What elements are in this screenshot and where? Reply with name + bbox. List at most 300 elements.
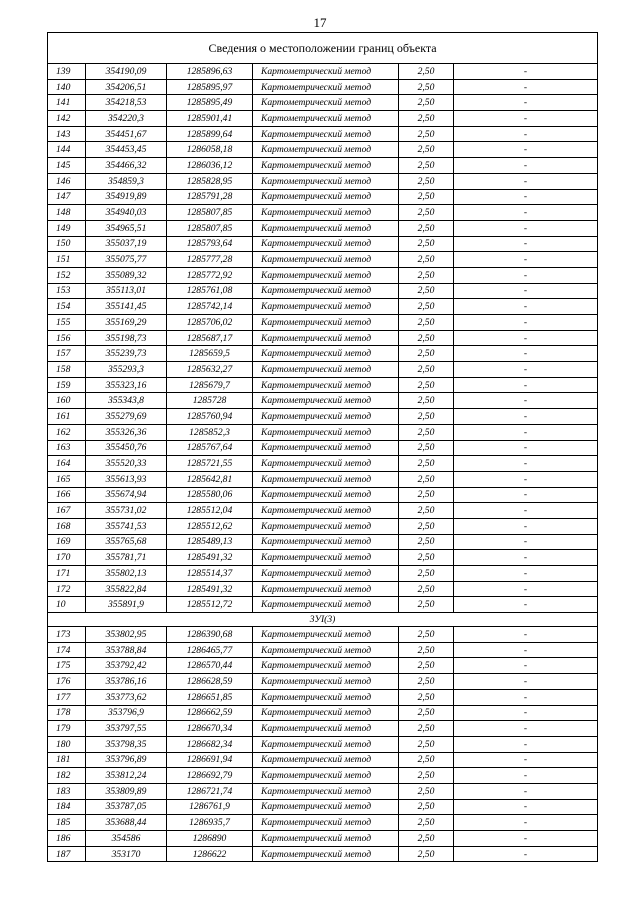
point-number-cell: 167 — [48, 503, 86, 519]
table-row — [48, 283, 598, 299]
coord-y-cell: 1285679,7 — [167, 377, 253, 393]
method-cell: Картометрический метод — [253, 393, 399, 409]
coord-y-cell: 1285489,13 — [167, 534, 253, 550]
coord-x-cell: 355520,33 — [86, 456, 167, 472]
method-cell: Картометрический метод — [253, 220, 399, 236]
accuracy-cell: 2,50 — [399, 158, 454, 174]
point-number-cell: 172 — [48, 581, 86, 597]
coord-y-cell: 1286622 — [167, 846, 253, 862]
table-row — [48, 95, 598, 111]
note-cell: - — [454, 267, 598, 283]
table-row — [48, 768, 598, 784]
accuracy-cell: 2,50 — [399, 346, 454, 362]
point-number-cell: 145 — [48, 158, 86, 174]
coord-y-cell: 1285895,97 — [167, 79, 253, 95]
table-row — [48, 783, 598, 799]
accuracy-cell: 2,50 — [399, 846, 454, 862]
note-cell: - — [454, 705, 598, 721]
coord-x-cell: 354220,3 — [86, 111, 167, 127]
coord-x-cell: 355343,8 — [86, 393, 167, 409]
note-cell: - — [454, 597, 598, 613]
note-cell: - — [454, 471, 598, 487]
method-cell: Картометрический метод — [253, 799, 399, 815]
point-number-cell: 170 — [48, 550, 86, 566]
note-cell: - — [454, 566, 598, 582]
accuracy-cell: 2,50 — [399, 111, 454, 127]
coord-x-cell: 353787,05 — [86, 799, 167, 815]
method-cell: Картометрический метод — [253, 346, 399, 362]
method-cell: Картометрический метод — [253, 550, 399, 566]
coord-y-cell: 1285896,63 — [167, 64, 253, 80]
note-cell: - — [454, 674, 598, 690]
point-number-cell: 150 — [48, 236, 86, 252]
coord-x-cell: 355169,29 — [86, 315, 167, 331]
accuracy-cell: 2,50 — [399, 362, 454, 378]
accuracy-cell: 2,50 — [399, 705, 454, 721]
table-row — [48, 566, 598, 582]
section-row — [48, 613, 598, 627]
accuracy-cell: 2,50 — [399, 315, 454, 331]
method-cell: Картометрический метод — [253, 846, 399, 862]
table-row — [48, 752, 598, 768]
point-number-cell: 184 — [48, 799, 86, 815]
coord-x-cell: 354451,67 — [86, 126, 167, 142]
table-row — [48, 550, 598, 566]
coord-y-cell: 1285899,64 — [167, 126, 253, 142]
method-cell: Картометрический метод — [253, 831, 399, 847]
table-row — [48, 424, 598, 440]
point-number-cell: 182 — [48, 768, 86, 784]
note-cell: - — [454, 768, 598, 784]
table-row — [48, 79, 598, 95]
note-cell: - — [454, 752, 598, 768]
table-row — [48, 721, 598, 737]
accuracy-cell: 2,50 — [399, 330, 454, 346]
note-cell: - — [454, 456, 598, 472]
coord-y-cell: 1285742,14 — [167, 299, 253, 315]
coord-x-cell: 355239,73 — [86, 346, 167, 362]
point-number-cell: 162 — [48, 424, 86, 440]
accuracy-cell: 2,50 — [399, 456, 454, 472]
method-cell: Картометрический метод — [253, 705, 399, 721]
table-title: Сведения о местоположении границ объекта — [48, 33, 598, 64]
note-cell: - — [454, 783, 598, 799]
note-cell: - — [454, 440, 598, 456]
method-cell: Картометрический метод — [253, 142, 399, 158]
point-number-cell: 158 — [48, 362, 86, 378]
method-cell: Картометрический метод — [253, 111, 399, 127]
method-cell: Картометрический метод — [253, 642, 399, 658]
coord-x-cell: 353796,89 — [86, 752, 167, 768]
note-cell: - — [454, 846, 598, 862]
coord-x-cell: 353798,35 — [86, 736, 167, 752]
coord-y-cell: 1285687,17 — [167, 330, 253, 346]
table-row — [48, 831, 598, 847]
method-cell: Картометрический метод — [253, 768, 399, 784]
method-cell: Картометрический метод — [253, 205, 399, 221]
point-number-cell: 151 — [48, 252, 86, 268]
method-cell: Картометрический метод — [253, 283, 399, 299]
accuracy-cell: 2,50 — [399, 205, 454, 221]
point-number-cell: 155 — [48, 315, 86, 331]
note-cell: - — [454, 362, 598, 378]
coord-y-cell: 1285828,95 — [167, 173, 253, 189]
coord-y-cell: 1286628,59 — [167, 674, 253, 690]
accuracy-cell: 2,50 — [399, 534, 454, 550]
table-row — [48, 597, 598, 613]
coord-x-cell: 355731,02 — [86, 503, 167, 519]
coord-y-cell: 1285512,72 — [167, 597, 253, 613]
point-number-cell: 180 — [48, 736, 86, 752]
coord-x-cell: 353773,62 — [86, 689, 167, 705]
coord-x-cell: 355674,94 — [86, 487, 167, 503]
method-cell: Картометрический метод — [253, 534, 399, 550]
note-cell: - — [454, 299, 598, 315]
method-cell: Картометрический метод — [253, 752, 399, 768]
point-number-cell: 165 — [48, 471, 86, 487]
method-cell: Картометрический метод — [253, 64, 399, 80]
note-cell: - — [454, 205, 598, 221]
table-row — [48, 736, 598, 752]
table-row — [48, 627, 598, 643]
table-row — [48, 846, 598, 862]
point-number-cell: 160 — [48, 393, 86, 409]
point-number-cell: 171 — [48, 566, 86, 582]
point-number-cell: 179 — [48, 721, 86, 737]
coord-y-cell: 1286890 — [167, 831, 253, 847]
table-row — [48, 299, 598, 315]
accuracy-cell: 2,50 — [399, 283, 454, 299]
method-cell: Картометрический метод — [253, 518, 399, 534]
method-cell: Картометрический метод — [253, 581, 399, 597]
method-cell: Картометрический метод — [253, 689, 399, 705]
coord-x-cell: 354940,03 — [86, 205, 167, 221]
accuracy-cell: 2,50 — [399, 550, 454, 566]
coord-x-cell: 353788,84 — [86, 642, 167, 658]
table-row — [48, 581, 598, 597]
point-number-cell: 159 — [48, 377, 86, 393]
coord-y-cell: 1285491,32 — [167, 550, 253, 566]
method-cell: Картометрический метод — [253, 566, 399, 582]
accuracy-cell: 2,50 — [399, 142, 454, 158]
point-number-cell: 149 — [48, 220, 86, 236]
coord-y-cell: 1285895,49 — [167, 95, 253, 111]
note-cell: - — [454, 409, 598, 425]
method-cell: Картометрический метод — [253, 252, 399, 268]
note-cell: - — [454, 111, 598, 127]
table-row — [48, 252, 598, 268]
table-row — [48, 642, 598, 658]
coord-y-cell: 1286036,12 — [167, 158, 253, 174]
accuracy-cell: 2,50 — [399, 252, 454, 268]
coord-x-cell: 355323,16 — [86, 377, 167, 393]
accuracy-cell: 2,50 — [399, 721, 454, 737]
coord-y-cell: 1285728 — [167, 393, 253, 409]
table-row — [48, 471, 598, 487]
point-number-cell: 175 — [48, 658, 86, 674]
accuracy-cell: 2,50 — [399, 79, 454, 95]
table-row — [48, 456, 598, 472]
note-cell: - — [454, 658, 598, 674]
point-number-cell: 156 — [48, 330, 86, 346]
point-number-cell: 183 — [48, 783, 86, 799]
note-cell: - — [454, 393, 598, 409]
note-cell: - — [454, 142, 598, 158]
note-cell: - — [454, 815, 598, 831]
table-row — [48, 377, 598, 393]
note-cell: - — [454, 487, 598, 503]
coord-y-cell: 1285767,64 — [167, 440, 253, 456]
coord-y-cell: 1285791,28 — [167, 189, 253, 205]
point-number-cell: 153 — [48, 283, 86, 299]
note-cell: - — [454, 189, 598, 205]
coord-y-cell: 1285512,62 — [167, 518, 253, 534]
coord-x-cell: 354206,51 — [86, 79, 167, 95]
accuracy-cell: 2,50 — [399, 658, 454, 674]
accuracy-cell: 2,50 — [399, 189, 454, 205]
table-row — [48, 409, 598, 425]
coord-x-cell: 355741,53 — [86, 518, 167, 534]
method-cell: Картометрический метод — [253, 95, 399, 111]
coord-x-cell: 355089,32 — [86, 267, 167, 283]
coord-y-cell: 1285761,08 — [167, 283, 253, 299]
method-cell: Картометрический метод — [253, 424, 399, 440]
note-cell: - — [454, 550, 598, 566]
point-number-cell: 164 — [48, 456, 86, 472]
coord-x-cell: 353802,95 — [86, 627, 167, 643]
accuracy-cell: 2,50 — [399, 440, 454, 456]
point-number-cell: 10 — [48, 597, 86, 613]
method-cell: Картометрический метод — [253, 627, 399, 643]
table-row — [48, 346, 598, 362]
accuracy-cell: 2,50 — [399, 220, 454, 236]
table-row — [48, 440, 598, 456]
point-number-cell: 177 — [48, 689, 86, 705]
note-cell: - — [454, 581, 598, 597]
table-row — [48, 315, 598, 331]
coord-y-cell: 1285807,85 — [167, 205, 253, 221]
point-number-cell: 147 — [48, 189, 86, 205]
coord-x-cell: 353797,55 — [86, 721, 167, 737]
coord-x-cell: 354859,3 — [86, 173, 167, 189]
coord-x-cell: 353796,9 — [86, 705, 167, 721]
table-row — [48, 518, 598, 534]
coord-x-cell: 355113,01 — [86, 283, 167, 299]
point-number-cell: 168 — [48, 518, 86, 534]
coord-x-cell: 355765,68 — [86, 534, 167, 550]
coord-x-cell: 355802,13 — [86, 566, 167, 582]
accuracy-cell: 2,50 — [399, 627, 454, 643]
coord-y-cell: 1286570,44 — [167, 658, 253, 674]
note-cell: - — [454, 126, 598, 142]
point-number-cell: 174 — [48, 642, 86, 658]
point-number-cell: 143 — [48, 126, 86, 142]
method-cell: Картометрический метод — [253, 456, 399, 472]
coord-x-cell: 355141,45 — [86, 299, 167, 315]
accuracy-cell: 2,50 — [399, 126, 454, 142]
method-cell: Картометрический метод — [253, 409, 399, 425]
method-cell: Картометрический метод — [253, 126, 399, 142]
method-cell: Картометрический метод — [253, 674, 399, 690]
point-number-cell: 140 — [48, 79, 86, 95]
coord-x-cell: 355822,84 — [86, 581, 167, 597]
method-cell: Картометрический метод — [253, 721, 399, 737]
table-row — [48, 534, 598, 550]
table-row — [48, 158, 598, 174]
note-cell: - — [454, 503, 598, 519]
note-cell: - — [454, 689, 598, 705]
accuracy-cell: 2,50 — [399, 377, 454, 393]
method-cell: Картометрический метод — [253, 173, 399, 189]
point-number-cell: 166 — [48, 487, 86, 503]
coord-x-cell: 354919,89 — [86, 189, 167, 205]
method-cell: Картометрический метод — [253, 330, 399, 346]
coord-y-cell: 1285642,81 — [167, 471, 253, 487]
note-cell: - — [454, 283, 598, 299]
coord-x-cell: 353792,42 — [86, 658, 167, 674]
coord-y-cell: 1285491,32 — [167, 581, 253, 597]
table-row — [48, 236, 598, 252]
table-row — [48, 674, 598, 690]
coord-y-cell: 1285514,37 — [167, 566, 253, 582]
method-cell: Картометрический метод — [253, 362, 399, 378]
table-row — [48, 689, 598, 705]
note-cell: - — [454, 330, 598, 346]
point-number-cell: 146 — [48, 173, 86, 189]
coord-x-cell: 355279,69 — [86, 409, 167, 425]
accuracy-cell: 2,50 — [399, 95, 454, 111]
point-number-cell: 154 — [48, 299, 86, 315]
accuracy-cell: 2,50 — [399, 597, 454, 613]
note-cell: - — [454, 721, 598, 737]
method-cell: Картометрический метод — [253, 236, 399, 252]
point-number-cell: 181 — [48, 752, 86, 768]
coord-x-cell: 353688,44 — [86, 815, 167, 831]
table-row — [48, 267, 598, 283]
method-cell: Картометрический метод — [253, 658, 399, 674]
table-row — [48, 393, 598, 409]
table-row — [48, 487, 598, 503]
note-cell: - — [454, 95, 598, 111]
note-cell: - — [454, 158, 598, 174]
table-row — [48, 705, 598, 721]
coord-y-cell: 1285852,3 — [167, 424, 253, 440]
table-row — [48, 330, 598, 346]
method-cell: Картометрический метод — [253, 299, 399, 315]
note-cell: - — [454, 642, 598, 658]
coord-x-cell: 354190,09 — [86, 64, 167, 80]
coord-y-cell: 1286935,7 — [167, 815, 253, 831]
point-number-cell: 148 — [48, 205, 86, 221]
method-cell: Картометрический метод — [253, 736, 399, 752]
coord-x-cell: 355293,3 — [86, 362, 167, 378]
note-cell: - — [454, 220, 598, 236]
coord-y-cell: 1286692,79 — [167, 768, 253, 784]
coord-x-cell: 355613,93 — [86, 471, 167, 487]
section-label: 3УI(3) — [48, 613, 598, 627]
coord-x-cell: 353786,16 — [86, 674, 167, 690]
coord-x-cell: 354965,51 — [86, 220, 167, 236]
coord-y-cell: 1285760,94 — [167, 409, 253, 425]
coord-y-cell: 1286761,9 — [167, 799, 253, 815]
note-cell: - — [454, 518, 598, 534]
table-row — [48, 503, 598, 519]
coord-x-cell: 353812,24 — [86, 768, 167, 784]
note-cell: - — [454, 534, 598, 550]
coord-x-cell: 355781,71 — [86, 550, 167, 566]
coord-y-cell: 1286465,77 — [167, 642, 253, 658]
table-row — [48, 220, 598, 236]
method-cell: Картометрический метод — [253, 315, 399, 331]
coord-x-cell: 354466,32 — [86, 158, 167, 174]
coord-x-cell: 354218,53 — [86, 95, 167, 111]
point-number-cell: 187 — [48, 846, 86, 862]
coord-x-cell: 353809,89 — [86, 783, 167, 799]
coord-x-cell: 355198,73 — [86, 330, 167, 346]
note-cell: - — [454, 831, 598, 847]
method-cell: Картометрический метод — [253, 189, 399, 205]
page-number: 17 — [313, 15, 327, 30]
point-number-cell: 157 — [48, 346, 86, 362]
coord-y-cell: 1286058,18 — [167, 142, 253, 158]
accuracy-cell: 2,50 — [399, 799, 454, 815]
note-cell: - — [454, 173, 598, 189]
method-cell: Картометрический метод — [253, 471, 399, 487]
point-number-cell: 163 — [48, 440, 86, 456]
point-number-cell: 141 — [48, 95, 86, 111]
point-number-cell: 173 — [48, 627, 86, 643]
method-cell: Картометрический метод — [253, 440, 399, 456]
coord-y-cell: 1285807,85 — [167, 220, 253, 236]
coord-x-cell: 355891,9 — [86, 597, 167, 613]
note-cell: - — [454, 377, 598, 393]
method-cell: Картометрический метод — [253, 158, 399, 174]
table-row — [48, 189, 598, 205]
coord-x-cell: 355326,36 — [86, 424, 167, 440]
coord-y-cell: 1286682,34 — [167, 736, 253, 752]
point-number-cell: 139 — [48, 64, 86, 80]
note-cell: - — [454, 236, 598, 252]
coord-y-cell: 1286670,34 — [167, 721, 253, 737]
table-row — [48, 64, 598, 80]
coord-y-cell: 1286691,94 — [167, 752, 253, 768]
method-cell: Картометрический метод — [253, 815, 399, 831]
note-cell: - — [454, 252, 598, 268]
accuracy-cell: 2,50 — [399, 267, 454, 283]
note-cell: - — [454, 736, 598, 752]
table-row — [48, 173, 598, 189]
method-cell: Картометрический метод — [253, 267, 399, 283]
coord-y-cell: 1285512,04 — [167, 503, 253, 519]
accuracy-cell: 2,50 — [399, 471, 454, 487]
coord-y-cell: 1285777,28 — [167, 252, 253, 268]
table-row — [48, 126, 598, 142]
method-cell: Картометрический метод — [253, 783, 399, 799]
accuracy-cell: 2,50 — [399, 642, 454, 658]
coord-y-cell: 1286662,59 — [167, 705, 253, 721]
point-number-cell: 144 — [48, 142, 86, 158]
accuracy-cell: 2,50 — [399, 64, 454, 80]
accuracy-cell: 2,50 — [399, 173, 454, 189]
coord-x-cell: 355075,77 — [86, 252, 167, 268]
accuracy-cell: 2,50 — [399, 815, 454, 831]
note-cell: - — [454, 64, 598, 80]
accuracy-cell: 2,50 — [399, 393, 454, 409]
table-row — [48, 142, 598, 158]
boundary-points-table — [47, 32, 598, 862]
accuracy-cell: 2,50 — [399, 752, 454, 768]
table-row — [48, 111, 598, 127]
